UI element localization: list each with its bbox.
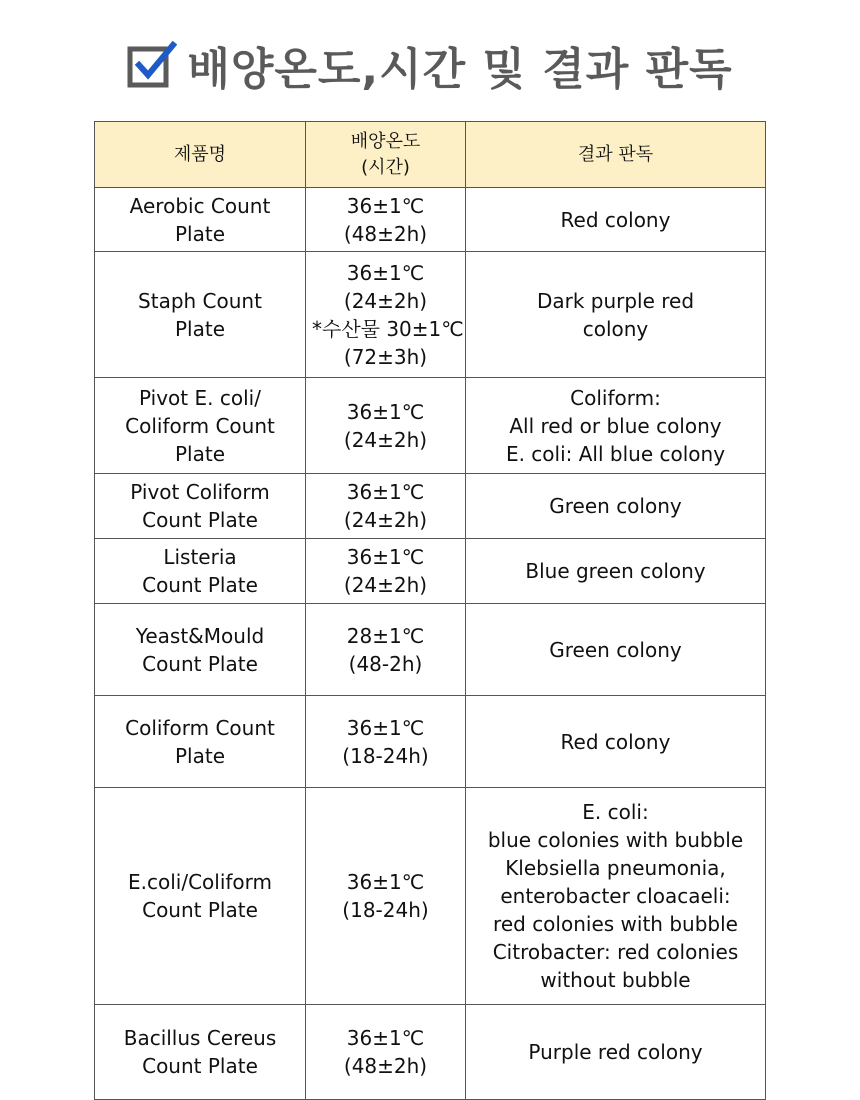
culture-result-table xyxy=(94,121,766,1100)
result-cell xyxy=(466,788,766,1005)
product-cell xyxy=(95,1005,306,1100)
cell-line: Bacillus Cereus xyxy=(123,1026,277,1050)
header-line: 배양온도 xyxy=(350,130,421,152)
cell-line: (24±2h) xyxy=(343,573,428,597)
cell-line: (18-24h) xyxy=(342,898,429,922)
cell-line: Pivot Coliform xyxy=(130,480,270,504)
cell-line: Green colony xyxy=(549,494,682,518)
cell-line: Count Plate xyxy=(142,898,258,922)
cell-line: 36±1℃ xyxy=(346,480,425,504)
result-cell xyxy=(466,696,766,788)
header-row xyxy=(95,122,766,188)
cell-line: E. coli: All blue colony xyxy=(505,441,726,466)
result-cell xyxy=(466,604,766,696)
cell-line: 36±1℃ xyxy=(346,1026,425,1050)
product-cell xyxy=(95,788,306,1005)
product-cell xyxy=(95,474,306,539)
cell-line: 28±1℃ xyxy=(346,623,425,648)
temperature-cell xyxy=(306,696,466,788)
product-cell xyxy=(95,378,306,474)
cell-line: *수산물 30±1℃ xyxy=(312,316,464,341)
cell-line: (24±2h) xyxy=(343,288,428,313)
header-line: 제품명 xyxy=(173,143,227,165)
cell-line: Count Plate xyxy=(142,508,258,532)
cell-line: Red colony xyxy=(560,207,671,232)
table-body xyxy=(95,188,766,1100)
cell-line: enterobacter cloacaeli: xyxy=(500,884,731,908)
cell-line: Listeria xyxy=(163,545,237,569)
result-cell xyxy=(466,474,766,539)
temperature-cell xyxy=(306,539,466,604)
cell-line: Klebsiella pneumonia, xyxy=(505,856,726,880)
cell-line: Coliform Count xyxy=(125,413,275,438)
table-row xyxy=(95,696,766,788)
cell-line: 36±1℃ xyxy=(346,193,425,218)
header-product xyxy=(95,122,306,188)
cell-line: Green colony xyxy=(549,637,682,662)
cell-line: E. coli: xyxy=(582,800,649,824)
temperature-cell xyxy=(306,474,466,539)
temperature-cell xyxy=(306,378,466,474)
table-row xyxy=(95,604,766,696)
product-cell xyxy=(95,604,306,696)
cell-line: Plate xyxy=(174,221,226,246)
table-header xyxy=(95,122,766,188)
result-cell xyxy=(466,252,766,378)
cell-line: red colonies with bubble xyxy=(493,912,738,936)
header-line: 결과 판독 xyxy=(577,143,654,165)
cell-line: Plate xyxy=(174,743,226,768)
product-cell xyxy=(95,252,306,378)
cell-line: Coliform: xyxy=(570,385,661,410)
cell-line: Dark purple red xyxy=(536,288,695,313)
product-cell xyxy=(95,539,306,604)
header-temperature xyxy=(306,122,466,188)
cell-line: Plate xyxy=(174,316,226,341)
temperature-cell xyxy=(306,1005,466,1100)
cell-line: (72±3h) xyxy=(343,344,428,369)
cell-line: (48±2h) xyxy=(343,1054,428,1078)
cell-line: Purple red colony xyxy=(528,1040,703,1064)
cell-line: Red colony xyxy=(560,729,671,754)
table-row xyxy=(95,378,766,474)
temperature-cell xyxy=(306,252,466,378)
cell-line: 36±1℃ xyxy=(346,399,425,424)
result-cell xyxy=(466,188,766,252)
cell-line: blue colonies with bubble xyxy=(487,828,744,852)
cell-line: Citrobacter: red colonies xyxy=(492,940,739,964)
cell-line: Yeast&Mould xyxy=(135,623,265,648)
table-row xyxy=(95,788,766,1005)
cell-line: Aerobic Count xyxy=(129,193,271,218)
table-row xyxy=(95,539,766,604)
temperature-cell xyxy=(306,188,466,252)
cell-line: 36±1℃ xyxy=(346,260,425,285)
cell-line: without bubble xyxy=(540,968,691,992)
cell-line: colony xyxy=(582,316,649,341)
cell-line: (24±2h) xyxy=(343,508,428,532)
cell-line: Blue green colony xyxy=(525,559,706,583)
result-cell xyxy=(466,378,766,474)
cell-line: (48-2h) xyxy=(348,651,423,676)
table-row xyxy=(95,1005,766,1100)
header-line: (시간) xyxy=(361,156,410,178)
table-row xyxy=(95,474,766,539)
cell-line: Count Plate xyxy=(142,1054,258,1078)
temperature-cell xyxy=(306,604,466,696)
cell-line: Count Plate xyxy=(142,651,258,676)
cell-line: Plate xyxy=(174,441,226,466)
product-cell xyxy=(95,188,306,252)
cell-line: (48±2h) xyxy=(343,221,428,246)
product-cell xyxy=(95,696,306,788)
page-title-bar xyxy=(0,30,860,100)
table-row xyxy=(95,188,766,252)
table-row xyxy=(95,252,766,378)
cell-line: 36±1℃ xyxy=(346,545,425,569)
cell-line: (24±2h) xyxy=(343,427,428,452)
cell-line: Pivot E. coli/ xyxy=(139,385,261,410)
cell-line: Staph Count xyxy=(138,288,262,313)
cell-line: Coliform Count xyxy=(125,715,275,740)
result-cell xyxy=(466,1005,766,1100)
cell-line: All red or blue colony xyxy=(509,413,722,438)
cell-line: 36±1℃ xyxy=(346,715,425,740)
cell-line: (18-24h) xyxy=(342,743,429,768)
checkbox-checked-icon xyxy=(127,40,177,90)
page-title: 배양온도,시간 및 결과 판독 xyxy=(187,44,733,95)
cell-line: Count Plate xyxy=(142,573,258,597)
temperature-cell xyxy=(306,788,466,1005)
result-cell xyxy=(466,539,766,604)
cell-line: E.coli/Coliform xyxy=(127,870,273,894)
header-result xyxy=(466,122,766,188)
cell-line: 36±1℃ xyxy=(346,870,425,894)
